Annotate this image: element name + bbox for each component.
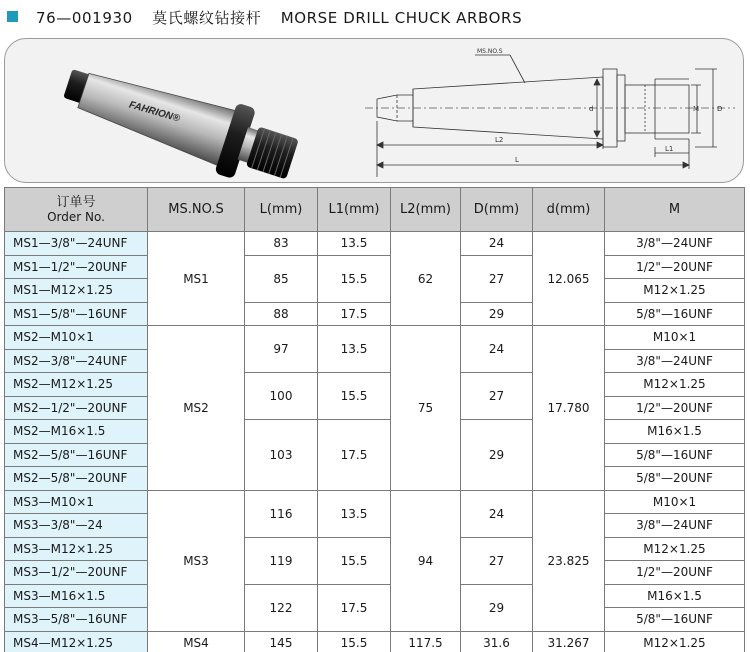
order-number-cell: MS2—M16×1.5 [5, 420, 148, 444]
col-d: d(mm) [533, 188, 605, 232]
section-marker [7, 11, 18, 22]
m-cell: M12×1.25 [605, 631, 745, 652]
table-row [5, 255, 745, 279]
l-cell: 85 [245, 255, 318, 302]
m-cell: 1/2"—20UNF [605, 255, 745, 279]
col-D: D(mm) [461, 188, 533, 232]
d-cell: 17.780 [533, 326, 605, 491]
catalog-number: 76—001930 [36, 9, 133, 27]
m-cell: 5/8"—20UNF [605, 467, 745, 491]
m-cell: 5/8"—16UNF [605, 443, 745, 467]
order-number-cell: MS3—3/8"—24 [5, 514, 148, 538]
col-ms: MS.NO.S [148, 188, 245, 232]
table-header-row [5, 188, 745, 232]
m-cell: 5/8"—16UNF [605, 302, 745, 326]
label-L2: L2 [495, 136, 504, 144]
m-cell: M12×1.25 [605, 373, 745, 397]
order-number-cell: MS2—1/2"—20UNF [5, 396, 148, 420]
col-order-en: Order No. [47, 210, 105, 224]
l1-cell: 15.5 [318, 255, 391, 302]
order-number-cell: MS3—M16×1.5 [5, 584, 148, 608]
D-cell: 24 [461, 232, 533, 256]
label-taper: MS.NO.S [477, 48, 503, 55]
order-number-cell: MS1—5/8"—16UNF [5, 302, 148, 326]
label-d: d [589, 105, 594, 113]
l1-cell: 13.5 [318, 232, 391, 256]
l2-cell: 94 [391, 490, 461, 631]
order-number-cell: MS2—5/8"—16UNF [5, 443, 148, 467]
m-cell: M10×1 [605, 490, 745, 514]
l1-cell: 17.5 [318, 584, 391, 631]
D-cell: 29 [461, 302, 533, 326]
order-number-cell: MS1—1/2"—20UNF [5, 255, 148, 279]
spec-table [4, 187, 745, 652]
d-cell: 12.065 [533, 232, 605, 326]
l-cell: 119 [245, 537, 318, 584]
l2-cell: 75 [391, 326, 461, 491]
table-row [5, 420, 745, 444]
order-number-cell: MS2—M10×1 [5, 326, 148, 350]
D-cell: 29 [461, 420, 533, 491]
col-order [5, 188, 148, 232]
order-number-cell: MS3—M10×1 [5, 490, 148, 514]
brand-label: FAHRION® [127, 99, 182, 125]
table-row [5, 326, 745, 350]
thread-outline [625, 85, 689, 133]
table-row [5, 631, 745, 652]
order-number-cell: MS2—M12×1.25 [5, 373, 148, 397]
order-number-cell: MS1—3/8"—24UNF [5, 232, 148, 256]
ms-cell: MS3 [148, 490, 245, 631]
l1-cell: 13.5 [318, 490, 391, 537]
table-row [5, 490, 745, 514]
m-cell: M10×1 [605, 326, 745, 350]
m-cell: 3/8"—24UNF [605, 232, 745, 256]
l1-cell: 15.5 [318, 631, 391, 652]
m-cell: 3/8"—24UNF [605, 514, 745, 538]
l-cell: 103 [245, 420, 318, 491]
D-cell: 27 [461, 255, 533, 302]
technical-drawing [365, 55, 735, 177]
l-cell: 122 [245, 584, 318, 631]
m-cell: M16×1.5 [605, 584, 745, 608]
d-cell: 23.825 [533, 490, 605, 631]
order-number-cell: MS2—5/8"—20UNF [5, 467, 148, 491]
m-cell: 3/8"—24UNF [605, 349, 745, 373]
label-M: M [693, 105, 700, 113]
col-l2: L2(mm) [391, 188, 461, 232]
table-body [5, 232, 745, 652]
col-m: M [605, 188, 745, 232]
title-english: MORSE DRILL CHUCK ARBORS [280, 9, 523, 27]
m-cell: 1/2"—20UNF [605, 396, 745, 420]
order-number-cell: MS2—3/8"—24UNF [5, 349, 148, 373]
arbor-figure-svg [5, 39, 744, 183]
table-row [5, 584, 745, 608]
l-cell: 116 [245, 490, 318, 537]
order-number-cell: MS3—M12×1.25 [5, 537, 148, 561]
l1-cell: 17.5 [318, 420, 391, 491]
table-row [5, 302, 745, 326]
title-chinese: 莫氏螺纹钻接杆 [152, 9, 262, 27]
D-cell: 24 [461, 326, 533, 373]
m-cell: M12×1.25 [605, 537, 745, 561]
l-cell: 83 [245, 232, 318, 256]
page-header [0, 0, 750, 38]
table-row [5, 373, 745, 397]
l-cell: 100 [245, 373, 318, 420]
ms-cell: MS1 [148, 232, 245, 326]
D-cell: 27 [461, 537, 533, 584]
l2-cell: 62 [391, 232, 461, 326]
label-L1: L1 [665, 145, 674, 153]
col-order-zh: 订单号 [56, 195, 96, 210]
l-cell: 97 [245, 326, 318, 373]
order-number-cell: MS1—M12×1.25 [5, 279, 148, 303]
order-number-cell: MS4—M12×1.25 [5, 631, 148, 652]
col-l1: L1(mm) [318, 188, 391, 232]
arbor-photo [56, 51, 304, 183]
label-L: L [515, 156, 519, 164]
tang-outline [377, 99, 413, 121]
D-cell: 29 [461, 584, 533, 631]
l1-cell: 17.5 [318, 302, 391, 326]
col-l: L(mm) [245, 188, 318, 232]
l2-cell: 117.5 [391, 631, 461, 652]
order-number-cell: MS3—5/8"—16UNF [5, 608, 148, 632]
l-cell: 88 [245, 302, 318, 326]
page-title [36, 7, 536, 28]
d-cell: 31.267 [533, 631, 605, 652]
l1-cell: 13.5 [318, 326, 391, 373]
order-number-cell: MS3—1/2"—20UNF [5, 561, 148, 585]
m-cell: 5/8"—16UNF [605, 608, 745, 632]
D-cell: 24 [461, 490, 533, 537]
ms-cell: MS2 [148, 326, 245, 491]
m-cell: M12×1.25 [605, 279, 745, 303]
label-D: D [717, 105, 723, 113]
D-cell: 27 [461, 373, 533, 420]
D-cell: 31.6 [461, 631, 533, 652]
m-cell: 1/2"—20UNF [605, 561, 745, 585]
product-figure [4, 38, 744, 183]
table-row [5, 537, 745, 561]
table-row [5, 232, 745, 256]
m-cell: M16×1.5 [605, 420, 745, 444]
l1-cell: 15.5 [318, 373, 391, 420]
l-cell: 145 [245, 631, 318, 652]
ms-cell: MS4 [148, 631, 245, 652]
l1-cell: 15.5 [318, 537, 391, 584]
